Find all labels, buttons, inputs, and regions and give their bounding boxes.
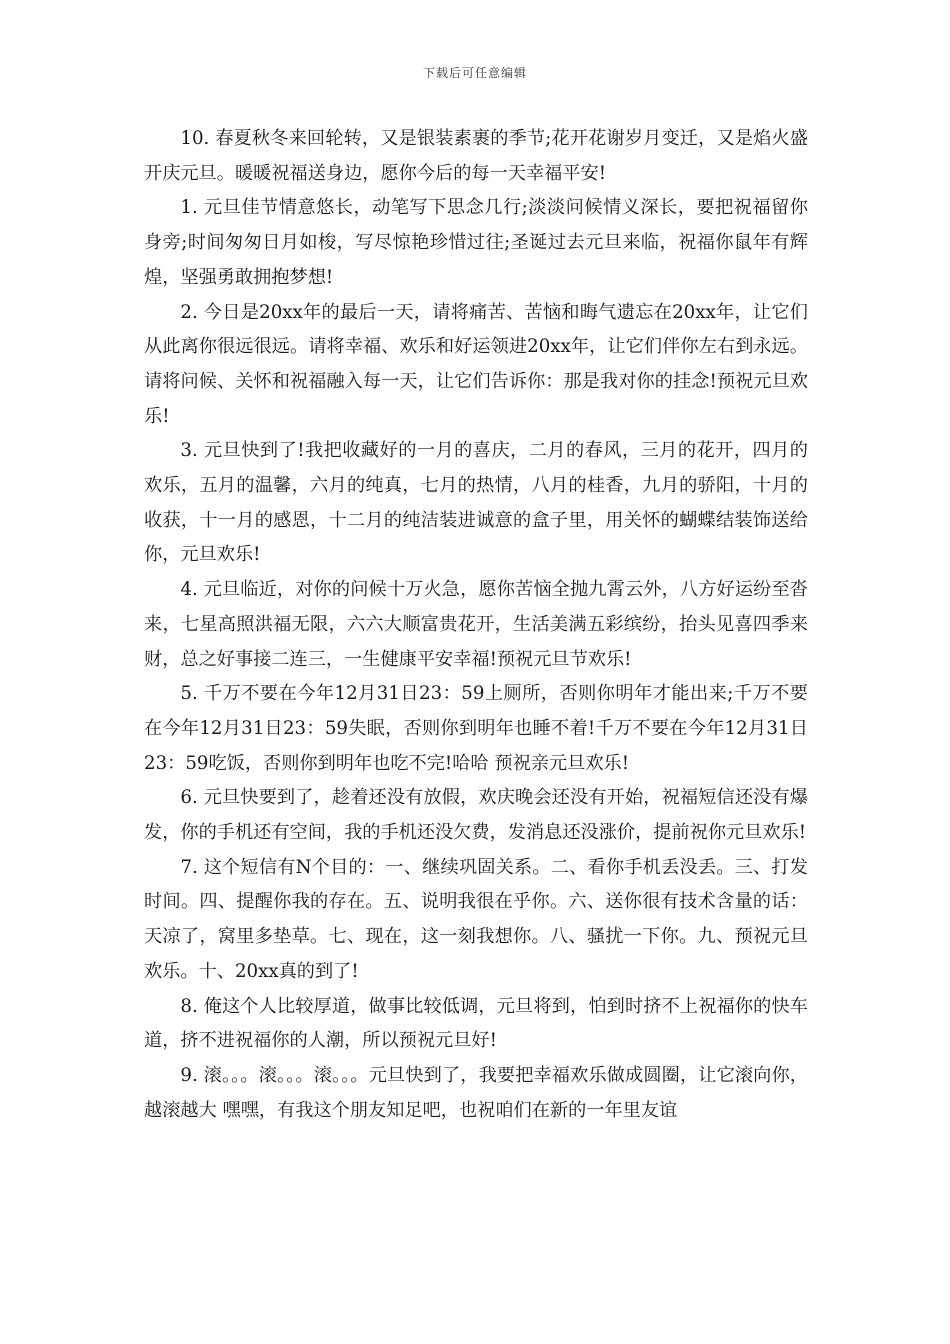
paragraph-10: 10. 春夏秋冬来回轮转，又是银装素裹的季节;花开花谢岁月变迁，又是焰火盛开庆元旦。暖暖祝福送身边，愿你今后的每一天幸福平安! (144, 128, 808, 184)
paragraph-4: 4. 元旦临近，对你的问候十万火急，愿你苦恼全抛九霄云外，八方好运纷至沓来，七星高照洪福无限，六六大顺富贵花开，生活美满五彩缤纷，抬头见喜四季来财，总之好事接二连三，一生健康平安幸福!预祝元旦节欢乐! (144, 579, 808, 670)
paragraph-9: 9. 滚。。。滚。。。滚。。。元旦快到了，我要把幸福欢乐做成圆圈，让它滚向你，越滚越大 嘿嘿，有我这个朋友知足吧，也祝咱们在新的一年里友谊 (144, 1064, 808, 1121)
paragraph-5: 5. 千万不要在今年12月31日23：59上厕所，否则你明年才能出来;千万不要在今年12月31日23：59失眠，否则你到明年也睡不着!千万不要在今年12月31日23：59吃饭，否则你到明年也吃不完!哈哈 预祝亲元旦欢乐! (144, 683, 808, 774)
paragraph-8: 8. 俺这个人比较厚道，做事比较低调，元旦将到，怕到时挤不上祝福你的快车道，挤不进祝福你的人潮，所以预祝元旦好! (144, 995, 808, 1052)
paragraph-2: 2. 今日是20xx年的最后一天，请将痛苦、苦恼和晦气遗忘在20xx年，让它们从此离你很远很远。请将幸福、欢乐和好运领进20xx年，让它们伴你左右到永远。请将问候、关怀和祝福融入每一天，让它们告诉你：那是我对你的挂念!预祝元旦欢乐! (144, 301, 808, 427)
document-body (144, 122, 808, 1128)
paragraph-1: 1. 元旦佳节情意悠长，动笔写下思念几行;淡淡问候情义深长，要把祝福留你身旁;时间匆匆日月如梭，写尽惊艳珍惜过往;圣诞过去元旦来临，祝福你鼠年有辉煌，坚强勇敢拥抱梦想! (144, 197, 808, 288)
page-header: 下载后可任意编辑 (422, 66, 527, 80)
paragraph-3: 3. 元旦快到了!我把收藏好的一月的喜庆，二月的春风，三月的花开，四月的欢乐，五月的温馨，六月的纯真，七月的热情，八月的桂香，九月的骄阳，十月的收获，十一月的感恩，十二月的纯洁装进诚意的盒子里，用关怀的蝴蝶结装饰送给你，元旦欢乐! (144, 440, 808, 566)
paragraph-6: 6. 元旦快要到了，趁着还没有放假，欢庆晚会还没有开始，祝福短信还没有爆发，你的手机还有空间，我的手机还没欠费，发消息还没涨价，提前祝你元旦欢乐! (144, 787, 808, 844)
paragraph-7: 7. 这个短信有N个目的：一、继续巩固关系。二、看你手机丢没丢。三、打发时间。四、提醒你我的存在。五、说明我很在乎你。六、送你很有技术含量的话：天凉了，窝里多垫草。七、现在，这一刻我想你。八、骚扰一下你。九、预祝元旦欢乐。十、20xx真的到了! (144, 856, 808, 982)
